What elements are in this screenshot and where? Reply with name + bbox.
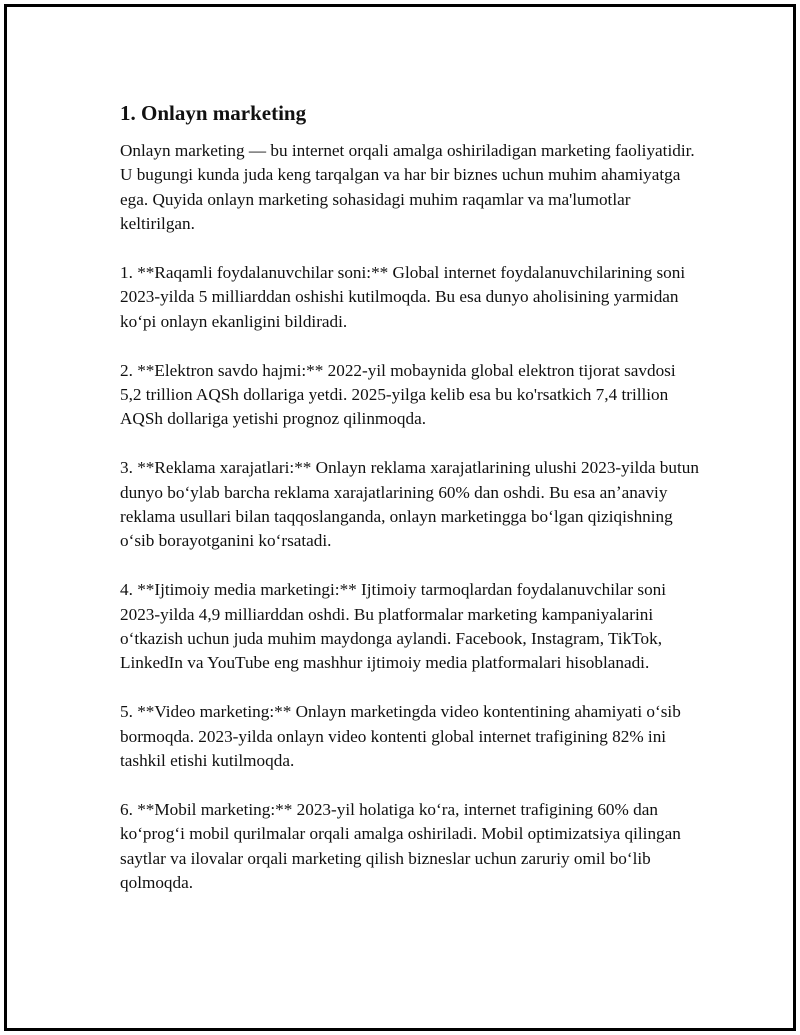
list-item-mobile-marketing: 6. **Mobil marketing:** 2023-yil holatiga koʻra, internet trafigining 60% dan koʻprogʻi mobil qurilmalar orqali amalga oshiriladi. Mobil optimizatsiya qilingan saytlar va ilovalar orqali marketing qilish bizneslar uchun zaruriy omil boʻlib qolmoqda. — [120, 799, 681, 893]
document-body — [120, 99, 700, 920]
list-item-ad-spending: 3. **Reklama xarajatlari:** Onlayn reklama xarajatlarining ulushi 2023-yilda butun dunyo boʻylab barcha reklama xarajatlarining 60% dan oshdi. Bu esa anʼanaviy reklama usullari bilan taqqoslanganda, onlayn marketingga boʻlgan qiziqishning oʻsib borayotganini koʻrsatadi. — [120, 458, 699, 551]
page-frame — [4, 4, 796, 1031]
list-item-social-media: 4. **Ijtimoiy media marketingi:** Ijtimoiy tarmoqlardan foydalanuvchilar soni 2023-yilda 4,9 milliarddan oshdi. Bu platformalar marketing kampaniyalarini oʻtkazish uchun juda muhim maydonga aylandi. Facebook, Instagram, TikTok, LinkedIn va YouTube eng mashhur ijtimoiy media platformalari hisoblanadi. — [120, 580, 667, 673]
intro-paragraph: Onlayn marketing — bu internet orqali amalga oshiriladigan marketing faoliyatidir. U bugungi kunda juda keng tarqalgan va har bir biznes uchun muhim ahamiyatga ega. Quyida onlayn marketing sohasidagi muhim raqamlar va ma'lumotlar keltirilgan. — [120, 141, 695, 234]
list-item-ecommerce-volume: 2. **Elektron savdo hajmi:** 2022-yil mobaynida global elektron tijorat savdosi 5,2 trillion AQSh dollariga yetdi. 2025-yilga kelib esa bu ko'rsatkich 7,4 trillion AQSh dollariga yetishi prognoz qilinmoqda. — [120, 360, 676, 429]
section-heading: 1. Onlayn marketing — [120, 101, 307, 125]
list-item-video-marketing: 5. **Video marketing:** Onlayn marketingda video kontentining ahamiyati oʻsib bormoqda. 2023-yilda onlayn video kontenti global internet trafigining 82% ini tashkil etishi kutilmoqda. — [120, 702, 681, 771]
list-item-digital-users: 1. **Raqamli foydalanuvchilar soni:** Global internet foydalanuvchilarining soni 2023-yilda 5 milliarddan oshishi kutilmoqda. Bu esa dunyo aholisining yarmidan koʻpi onlayn ekanligini bildiradi. — [120, 263, 686, 331]
